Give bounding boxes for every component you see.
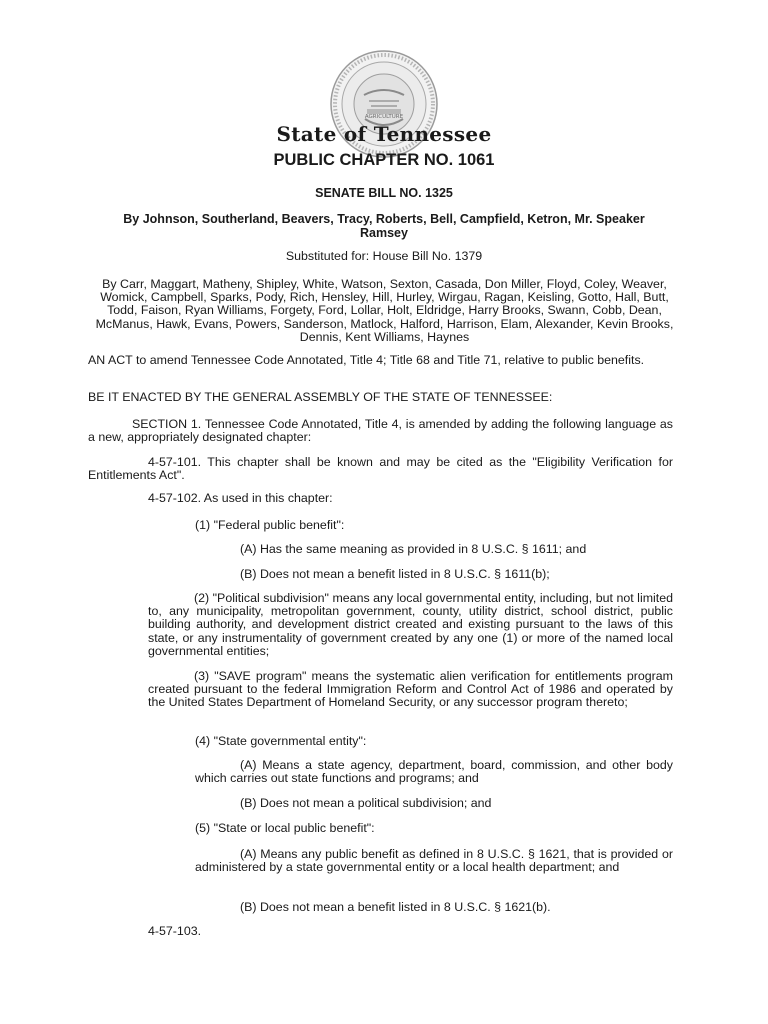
- definition-5b: (B) Does not mean a benefit listed in 8 U.S.C. § 1621(b).: [240, 900, 551, 914]
- definition-2: (2) "Political subdivision" means any local governmental entity, including, but not limited to, any municipality, metropolitan government, county, utility district, school district, public building authority, and development district created and existing pursuant to the laws of this state, or any instrumentality of government created by any one (1) or more of the named local governmental entities;: [148, 591, 673, 658]
- definition-4a: (A) Means a state agency, department, board, commission, and other body which carries out state functions and programs; and: [195, 758, 673, 786]
- act-caption: AN ACT to amend Tennessee Code Annotated, Title 4; Title 68 and Title 71, relative to public benefits.: [88, 353, 645, 367]
- section-1: SECTION 1. Tennessee Code Annotated, Title 4, is amended by adding the following language as a new, appropriately designated chapter:: [88, 417, 673, 445]
- substituted-for: Substituted for: House Bill No. 1379: [285, 249, 483, 263]
- house-sponsors-list: By Carr, Maggart, Matheny, Shipley, White, Watson, Sexton, Casada, Don Miller, Floyd, Coley, Weaver, Womick, Campbell, Sparks, Pody, Rich, Hensley, Hill, Hurley, Wirgau, Ragan, Keisling, Gotto, Hall, Butt, Todd, Faison, Ryan Williams, Forgety, Ford, Lollar, Holt, Eldridge, Harry Brooks, Swann, Cobb, Dean, McManus, Hawk, Evans, Powers, Sanderson, Matlock, Halford, Harrison, Elam, Alexander, Kevin Brooks, Dennis, Kent Williams, Haynes: [95, 277, 674, 344]
- definition-5: (5) "State or local public benefit":: [195, 821, 375, 835]
- definition-1a: (A) Has the same meaning as provided in 8 U.S.C. § 1611; and: [240, 542, 587, 556]
- enacting-clause: BE IT ENACTED BY THE GENERAL ASSEMBLY OF THE STATE OF TENNESSEE:: [88, 390, 553, 404]
- definition-1b: (B) Does not mean a benefit listed in 8 U.S.C. § 1611(b);: [240, 567, 550, 581]
- public-chapter-title: PUBLIC CHAPTER NO. 1061: [273, 151, 495, 169]
- definition-4: (4) "State governmental entity":: [195, 734, 367, 748]
- section-4-57-101: 4-57-101. This chapter shall be known and may be cited as the "Eligibility Verification for Entitlements Act".: [88, 455, 673, 483]
- state-title: State of Tennessee: [276, 122, 492, 146]
- definition-1: (1) "Federal public benefit":: [195, 518, 345, 532]
- section-4-57-103: 4-57-103.: [148, 924, 202, 938]
- svg-text:AGRICULTURE: AGRICULTURE: [364, 114, 404, 120]
- definition-3: (3) "SAVE program" means the systematic alien verification for entitlements program created pursuant to the federal Immigration Reform and Control Act of 1986 and operated by the United States Department of Homeland Security, or any successor program thereto;: [148, 669, 673, 710]
- senate-bill-number: SENATE BILL NO. 1325: [315, 186, 453, 200]
- section-4-57-102: 4-57-102. As used in this chapter:: [148, 491, 333, 505]
- sponsors-list: By Johnson, Southerland, Beavers, Tracy, Roberts, Bell, Campfield, Ketron, Mr. Speaker Ramsey: [123, 212, 645, 240]
- definition-5a: (A) Means any public benefit as defined in 8 U.S.C. § 1621, that is provided or administered by a state governmental entity or a local health department; and: [195, 847, 673, 875]
- definition-4b: (B) Does not mean a political subdivision; and: [240, 796, 492, 810]
